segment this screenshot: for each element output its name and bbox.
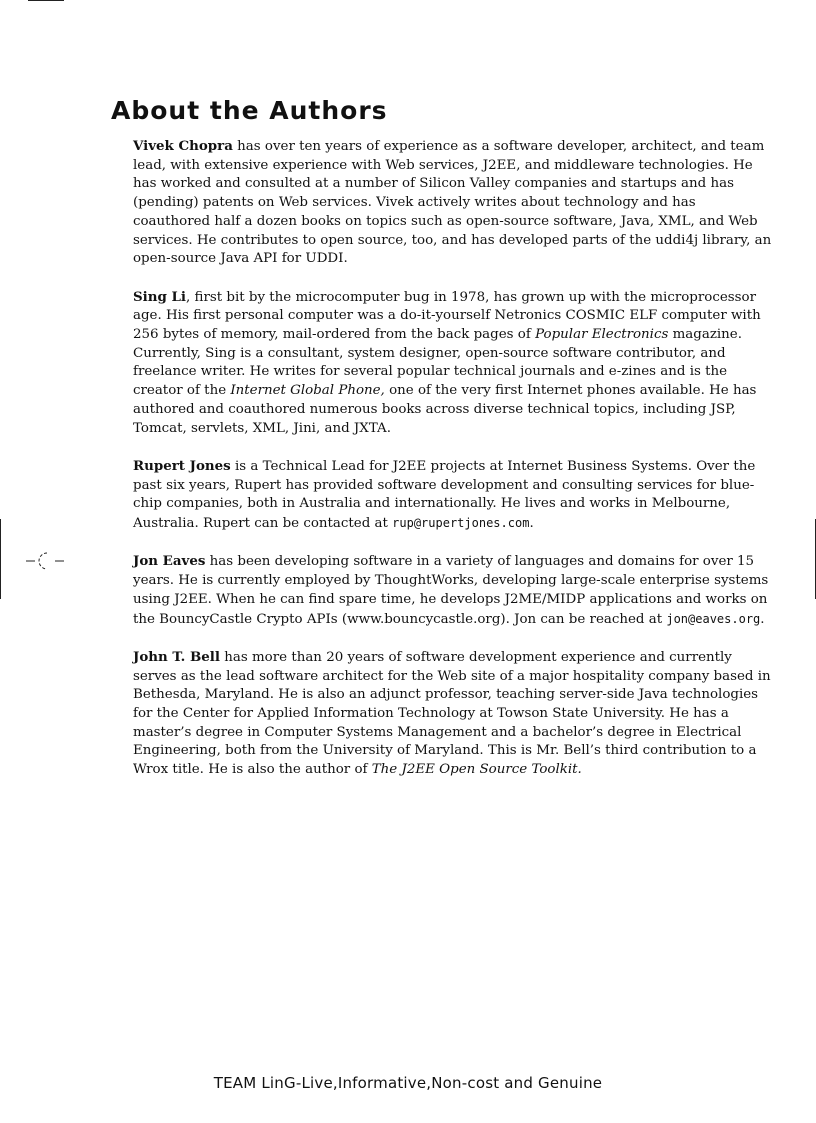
author-bios — [133, 137, 773, 799]
bio-text: has more than 20 years of software development experience and currently serves as the lead software architect for the Web site of a major hospitality company based in Bethesda, Maryland. He is also an adjunct professor, teaching server-side Java technologies for the Center for Applied Information Technology at Towson State University. He has a master’s degree in Computer Systems Management and a bachelor’s degree in Electrical Engineering, both from the University of Maryland. This is Mr. Bell’s third contribution to a Wrox title. He is also the author of — [133, 649, 771, 778]
bio-text: magazine. Currently, Sing is a consultant, system designer, open-source software contributor, and freelance writer. He writes for several popular technical journals and e-zines and is the creator of the — [133, 327, 742, 399]
bio-text: is a Technical Lead for J2EE projects at Internet Business Systems. Over the past six years, Rupert has provided software development and consulting services for blue-chip companies, both in Australia and internationally. He lives and works in Melbourne, Australia. Rupert can be contacted at — [133, 458, 756, 532]
bio-john-t-bell — [133, 648, 773, 780]
crop-mark-top — [28, 0, 64, 1]
bio-text: , first bit by the microcomputer bug in 1978, has grown up with the microprocessor age. His first personal computer was a do-it-yourself Netronics COSMIC ELF computer with 256 bytes of memory, mail-ordered from the back pages of — [133, 289, 761, 343]
author-name: Sing Li — [133, 288, 187, 305]
page-title: About the Authors — [111, 96, 388, 125]
bio-text-end: . — [529, 516, 534, 532]
bio-italic-title: Popular Electronics — [535, 327, 669, 343]
crop-mark-left — [0, 519, 1, 599]
bio-jon-eaves — [133, 552, 773, 629]
bio-text-end: . — [760, 611, 765, 627]
bio-text: has over ten years of experience as a software developer, architect, and team lead, with extensive experience with Web services, J2EE, and middleware technologies. He has worked and consulted at a number of Silicon Valley companies and startups and has (pending) patents on Web services. Vivek actively writes about technology and has coauthored half a dozen books on topics such as open-source software, Java, XML, and Web services. He contributes to open source, too, and has developed parts of the uddi4j library, an open-source Java API for UDDI. — [133, 139, 772, 267]
email-address: jon@eaves.org — [666, 611, 761, 626]
bio-sing-li — [133, 288, 773, 439]
bio-text: has been developing software in a variety of languages and domains for over 15 years. He is currently employed by ThoughtWorks, developing large-scale enterprise systems using J2EE. When he can find spare time, he develops J2ME/MIDP applications and works on the BouncyCastle Crypto APIs (www.bouncycastle.org). Jon can be reached at — [133, 554, 769, 627]
bio-text: one of the very first Internet phones available. He has authored and coauthored numerous books across diverse technical topics, including JSP, Tomcat, servlets, XML, Jini, and JXTA. — [133, 383, 757, 436]
author-name: Vivek Chopra — [133, 138, 233, 154]
registration-mark-icon — [26, 550, 66, 572]
author-name: Rupert Jones — [133, 457, 231, 474]
author-name: John T. Bell — [133, 648, 220, 665]
bio-italic-title: The J2EE Open Source Toolkit. — [371, 762, 582, 778]
author-name: Jon Eaves — [133, 553, 206, 570]
email-address: rup@rupertjones.com — [392, 516, 530, 531]
bio-rupert-jones — [133, 457, 773, 534]
page-footer: TEAM LinG-Live,Informative,Non-cost and Genuine — [213, 1074, 603, 1092]
bio-vivek-chopra — [133, 137, 773, 269]
bio-italic-title: Internet Global Phone, — [230, 383, 385, 399]
